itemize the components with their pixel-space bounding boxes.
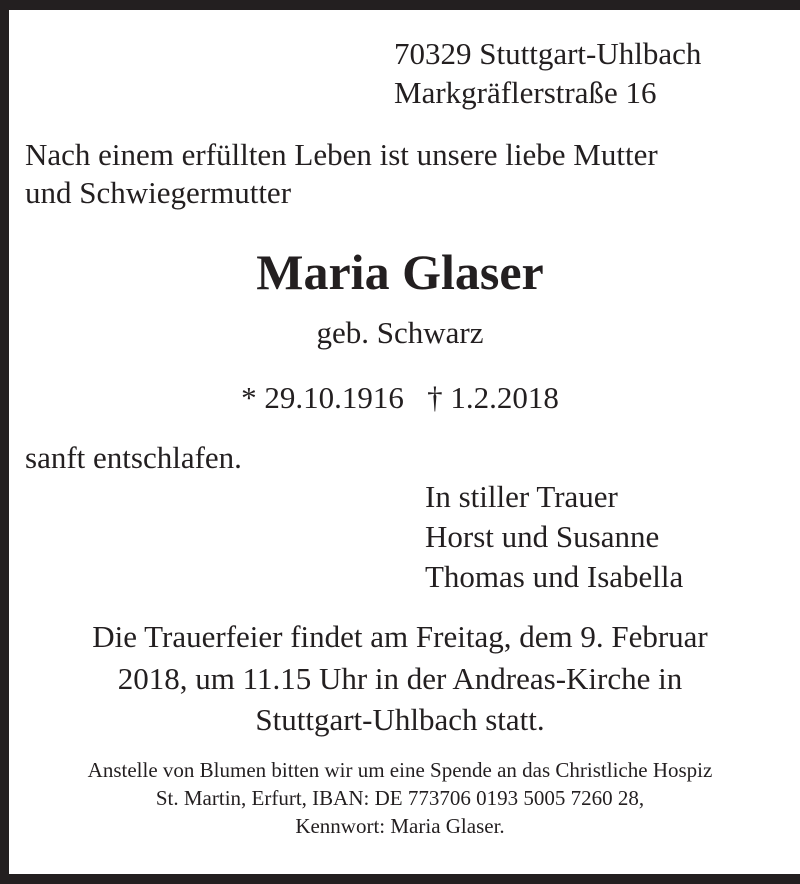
deceased-name: Maria Glaser [256, 244, 544, 300]
address-line-2: Markgräflerstraße 16 [394, 75, 657, 110]
funeral-line-3: Stuttgart-Uhlbach statt. [255, 702, 545, 737]
life-dates: * 29.10.1916 † 1.2.2018 [241, 380, 559, 415]
maiden-name: geb. Schwarz [316, 315, 484, 350]
donation-line-1: Anstelle von Blumen bitten wir um eine Spende an das Christliche Hospiz [87, 758, 713, 782]
mourners-line-2: Horst und Susanne [425, 519, 660, 554]
intro-line-1: Nach einem erfüllten Leben ist unsere liebe Mutter [25, 137, 658, 172]
passing-text: sanft entschlafen. [25, 440, 242, 475]
funeral-line-2: 2018, um 11.15 Uhr in der Andreas-Kirche in [117, 661, 683, 696]
mourners-line-3: Thomas und Isabella [425, 559, 684, 594]
donation-line-2: St. Martin, Erfurt, IBAN: DE 773706 0193 5005 7260 28, [155, 786, 645, 810]
intro-line-2: und Schwiegermutter [25, 175, 292, 210]
donation-line-3: Kennwort: Maria Glaser. [295, 814, 505, 838]
funeral-line-1: Die Trauerfeier findet am Freitag, dem 9. Februar [92, 619, 708, 654]
address-line-1: 70329 Stuttgart-Uhlbach [394, 36, 702, 71]
mourners-line-1: In stiller Trauer [425, 479, 618, 514]
